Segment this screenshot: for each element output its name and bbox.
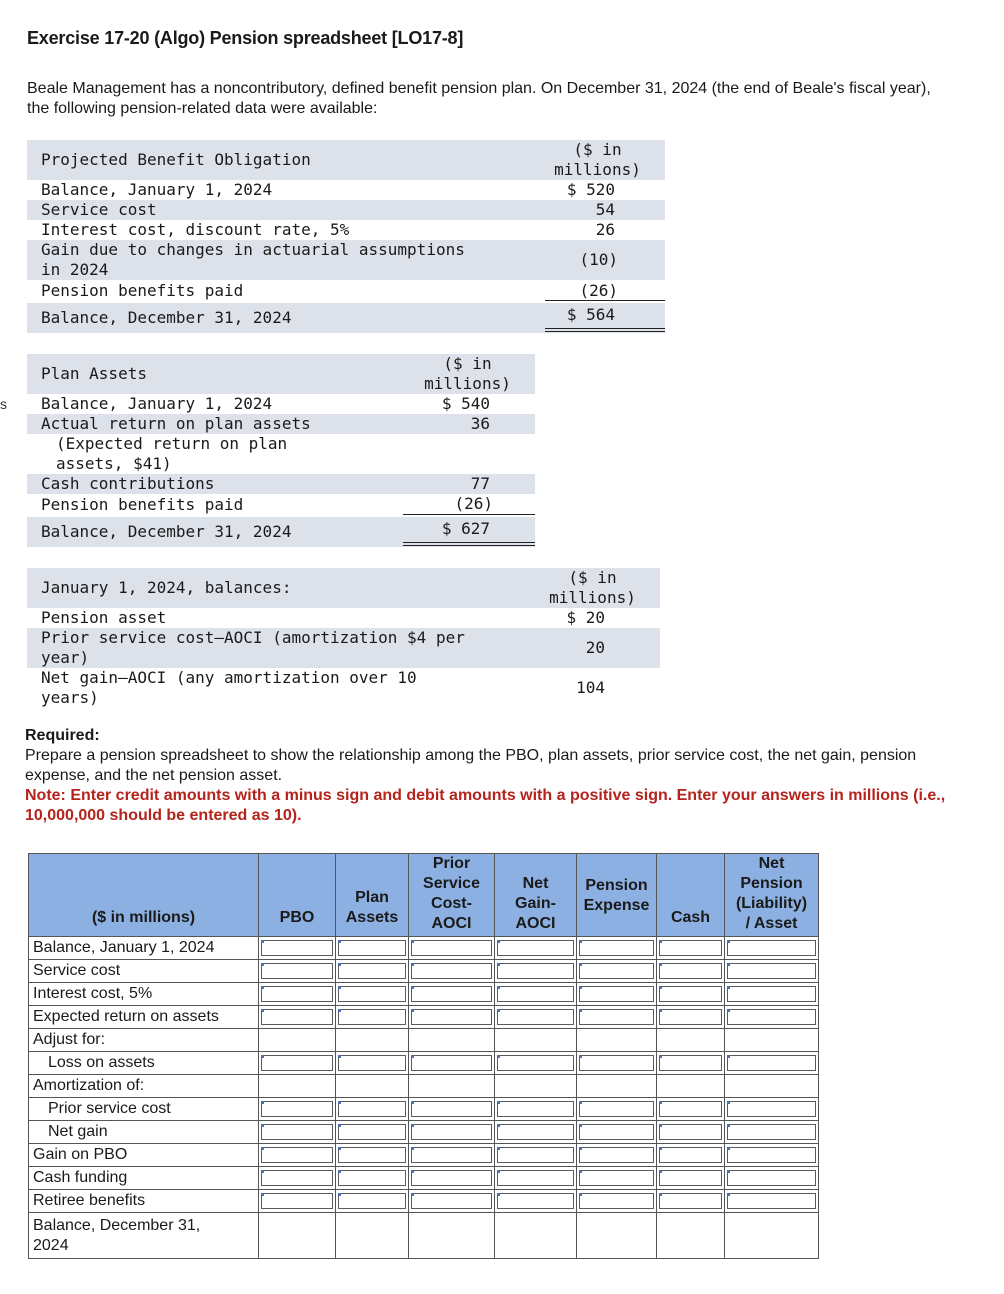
amount-input[interactable] bbox=[659, 1147, 722, 1163]
assets-row-label: Balance, January 1, 2024 bbox=[41, 394, 273, 413]
row-label bbox=[29, 1029, 259, 1052]
assets-row-value: $ 540 bbox=[441, 394, 490, 413]
balances-row-value: 104 bbox=[576, 678, 605, 697]
amount-input[interactable] bbox=[727, 986, 816, 1002]
pbo-row-label: Balance, January 1, 2024 bbox=[41, 180, 273, 199]
balances-row-label: Pension asset bbox=[41, 608, 167, 627]
row-label bbox=[29, 983, 259, 1006]
amount-input[interactable] bbox=[338, 1124, 406, 1140]
cell-cash bbox=[657, 1167, 725, 1190]
amount-input[interactable] bbox=[261, 986, 333, 1002]
pension-spreadsheet bbox=[28, 853, 819, 1259]
cell-net-gain bbox=[495, 1190, 577, 1213]
row-label bbox=[29, 1075, 259, 1098]
amount-input[interactable] bbox=[338, 1170, 406, 1186]
row-label-text: Balance, January 1, 2024 bbox=[33, 939, 215, 956]
stray-character: s bbox=[0, 396, 7, 412]
cell-plan-assets bbox=[336, 1052, 409, 1075]
assets-heading: Plan Assets bbox=[41, 364, 147, 383]
balances-row-value: $ 20 bbox=[566, 608, 605, 627]
amount-input[interactable] bbox=[727, 1147, 816, 1163]
amount-input[interactable] bbox=[497, 1101, 574, 1117]
assets-row-label: Actual return on plan assets bbox=[41, 414, 311, 433]
table-row bbox=[29, 1213, 819, 1259]
amount-input[interactable] bbox=[497, 1124, 574, 1140]
header-net-pension: Net Pension (Liability) / Asset bbox=[725, 854, 819, 937]
amount-input[interactable] bbox=[338, 1101, 406, 1117]
cell-net-gain[interactable] bbox=[495, 1213, 577, 1259]
row-label-text: Gain on PBO bbox=[33, 1146, 128, 1163]
cell-net-pension bbox=[725, 937, 819, 960]
assets-unit-line2: millions) bbox=[424, 374, 511, 393]
row-label bbox=[29, 1167, 259, 1190]
pbo-row-label: Balance, December 31, 2024 bbox=[41, 308, 292, 327]
cell-cash bbox=[657, 1029, 725, 1052]
cell-cash bbox=[657, 1075, 725, 1098]
row-label-text: Amortization of: bbox=[33, 1077, 145, 1094]
amount-input[interactable] bbox=[579, 1170, 654, 1186]
cell-cash bbox=[657, 1144, 725, 1167]
table-row bbox=[29, 960, 819, 983]
cell-plan-assets bbox=[336, 960, 409, 983]
row-label bbox=[29, 1144, 259, 1167]
cell-net-gain bbox=[495, 1075, 577, 1098]
header-pbo: PBO bbox=[259, 854, 336, 937]
amount-input[interactable] bbox=[579, 1009, 654, 1025]
balances-row-value: 20 bbox=[585, 638, 605, 657]
amount-input[interactable] bbox=[727, 1101, 816, 1117]
amount-input[interactable] bbox=[261, 1147, 333, 1163]
table-row bbox=[29, 1190, 819, 1213]
amount-input[interactable] bbox=[497, 940, 574, 956]
row-label bbox=[29, 1121, 259, 1144]
table-row bbox=[29, 1052, 819, 1075]
header-label-column: ($ in millions) bbox=[29, 854, 259, 937]
pbo-row-value: (26) bbox=[579, 281, 618, 300]
cell-pension-expense bbox=[577, 1075, 657, 1098]
cell-pbo bbox=[259, 1144, 336, 1167]
amount-input[interactable] bbox=[411, 1101, 492, 1117]
amount-input[interactable] bbox=[338, 1055, 406, 1071]
cell-prior-service-cost bbox=[409, 960, 495, 983]
cell-net-gain bbox=[495, 1029, 577, 1052]
amount-input[interactable] bbox=[659, 986, 722, 1002]
table-row bbox=[29, 1098, 819, 1121]
cell-plan-assets bbox=[336, 1144, 409, 1167]
cell-prior-service-cost bbox=[409, 1029, 495, 1052]
amount-input[interactable] bbox=[261, 963, 333, 979]
amount-input[interactable] bbox=[659, 1170, 722, 1186]
required-note: Note: Enter credit amounts with a minus sign and debit amounts with a positive sign. Enter your answers in millions (i.e., 10,000,000 should be entered as 10). bbox=[25, 787, 946, 824]
amount-input[interactable] bbox=[411, 1170, 492, 1186]
assets-row-value: (26) bbox=[454, 494, 493, 513]
amount-input[interactable] bbox=[411, 1124, 492, 1140]
amount-input[interactable] bbox=[261, 1009, 333, 1025]
required-heading: Required: bbox=[25, 727, 100, 744]
amount-input[interactable] bbox=[261, 1124, 333, 1140]
row-label bbox=[29, 937, 259, 960]
cell-cash bbox=[657, 960, 725, 983]
amount-input[interactable] bbox=[411, 1055, 492, 1071]
amount-input[interactable] bbox=[411, 1009, 492, 1025]
cell-pension-expense bbox=[577, 1052, 657, 1075]
amount-input[interactable] bbox=[497, 1193, 574, 1209]
amount-input[interactable] bbox=[659, 963, 722, 979]
amount-input[interactable] bbox=[659, 1193, 722, 1209]
amount-input[interactable] bbox=[727, 1009, 816, 1025]
required-text: Prepare a pension spreadsheet to show the relationship among the PBO, plan assets, prior service cost, the net gain, pension expense, and the net pension asset. bbox=[25, 747, 917, 784]
row-label-text: Expected return on assets bbox=[33, 1008, 219, 1025]
cell-net-gain bbox=[495, 983, 577, 1006]
cell-pension-expense bbox=[577, 1121, 657, 1144]
intro-text: Beale Management has a noncontributory, defined benefit pension plan. On December 31, 2024 (the end of Beale's fiscal year), the following pension-related data were available: bbox=[27, 80, 931, 117]
cell-pension-expense bbox=[577, 1167, 657, 1190]
assets-row-label: Balance, December 31, 2024 bbox=[41, 522, 292, 541]
cell-pension-expense bbox=[577, 960, 657, 983]
row-label bbox=[29, 1098, 259, 1121]
cell-prior-service-cost bbox=[409, 983, 495, 1006]
amount-input[interactable] bbox=[659, 1124, 722, 1140]
header-prior-service-cost: Prior Service Cost- AOCI bbox=[409, 854, 495, 937]
cell-net-gain bbox=[495, 960, 577, 983]
amount-input[interactable] bbox=[338, 1147, 406, 1163]
pbo-row-label: Interest cost, discount rate, 5% bbox=[41, 220, 350, 239]
row-label bbox=[29, 1052, 259, 1075]
cell-prior-service-cost bbox=[409, 1098, 495, 1121]
pbo-row-value: (10) bbox=[579, 250, 618, 269]
cell-pbo bbox=[259, 1006, 336, 1029]
amount-input[interactable] bbox=[261, 1055, 333, 1071]
cell-net-pension bbox=[725, 960, 819, 983]
cell-net-gain bbox=[495, 1144, 577, 1167]
cell-net-gain bbox=[495, 1006, 577, 1029]
cell-cash bbox=[657, 1098, 725, 1121]
cell-net-pension bbox=[725, 1144, 819, 1167]
cell-plan-assets bbox=[336, 1167, 409, 1190]
pbo-heading: Projected Benefit Obligation bbox=[41, 150, 311, 169]
assets-unit-line1: ($ in bbox=[443, 354, 492, 373]
cell-prior-service-cost[interactable] bbox=[409, 1213, 495, 1259]
cell-pension-expense bbox=[577, 937, 657, 960]
cell-cash bbox=[657, 937, 725, 960]
cell-net-pension bbox=[725, 1121, 819, 1144]
cell-cash[interactable] bbox=[657, 1213, 725, 1259]
table-row bbox=[29, 983, 819, 1006]
cell-net-pension bbox=[725, 983, 819, 1006]
cell-prior-service-cost bbox=[409, 1006, 495, 1029]
row-label bbox=[29, 1006, 259, 1029]
balances-row-label-cont: year) bbox=[41, 648, 90, 667]
subtotal-rule bbox=[403, 514, 535, 515]
cell-plan-assets bbox=[336, 983, 409, 1006]
assets-row-value: $ 627 bbox=[441, 519, 490, 538]
amount-input[interactable] bbox=[338, 1009, 406, 1025]
amount-input[interactable] bbox=[579, 1193, 654, 1209]
amount-input[interactable] bbox=[497, 963, 574, 979]
amount-input[interactable] bbox=[261, 940, 333, 956]
cell-prior-service-cost bbox=[409, 1052, 495, 1075]
row-label-text: 2024 bbox=[33, 1236, 69, 1254]
amount-input[interactable] bbox=[497, 1009, 574, 1025]
cell-cash bbox=[657, 1121, 725, 1144]
cell-net-pension bbox=[725, 1098, 819, 1121]
amount-input[interactable] bbox=[579, 1101, 654, 1117]
cell-net-gain bbox=[495, 1121, 577, 1144]
amount-input[interactable] bbox=[411, 963, 492, 979]
amount-input[interactable] bbox=[497, 1147, 574, 1163]
amount-input[interactable] bbox=[579, 1147, 654, 1163]
amount-input[interactable] bbox=[338, 963, 406, 979]
required-section bbox=[25, 726, 975, 826]
cell-prior-service-cost bbox=[409, 1167, 495, 1190]
row-label bbox=[29, 1190, 259, 1213]
cell-pension-expense bbox=[577, 1006, 657, 1029]
cell-prior-service-cost bbox=[409, 1190, 495, 1213]
cell-pension-expense bbox=[577, 1029, 657, 1052]
row-label-text: Balance, December 31, bbox=[33, 1216, 201, 1234]
cell-plan-assets bbox=[336, 937, 409, 960]
cell-cash bbox=[657, 1052, 725, 1075]
amount-input[interactable] bbox=[497, 1170, 574, 1186]
assets-row-label: Pension benefits paid bbox=[41, 495, 244, 514]
amount-input[interactable] bbox=[261, 1170, 333, 1186]
cell-prior-service-cost bbox=[409, 1121, 495, 1144]
pbo-row-value: $ 520 bbox=[566, 180, 615, 199]
amount-input[interactable] bbox=[727, 1193, 816, 1209]
pbo-row-value: $ 564 bbox=[566, 305, 615, 324]
balances-row-label-cont: years) bbox=[41, 688, 99, 707]
pbo-row-label: Pension benefits paid bbox=[41, 281, 244, 300]
cell-plan-assets bbox=[336, 1075, 409, 1098]
amount-input[interactable] bbox=[497, 986, 574, 1002]
balances-row-label: Prior service cost–AOCI (amortization $4 per bbox=[41, 628, 465, 647]
amount-input[interactable] bbox=[727, 1055, 816, 1071]
row-label-text: Interest cost, 5% bbox=[33, 985, 153, 1002]
amount-input[interactable] bbox=[727, 940, 816, 956]
row-label bbox=[29, 960, 259, 983]
amount-input[interactable] bbox=[411, 986, 492, 1002]
table-row bbox=[29, 1006, 819, 1029]
amount-input[interactable] bbox=[659, 940, 722, 956]
table-row bbox=[29, 937, 819, 960]
pbo-row-label: Gain due to changes in actuarial assumptions bbox=[41, 240, 465, 259]
cell-prior-service-cost bbox=[409, 1075, 495, 1098]
amount-input[interactable] bbox=[579, 963, 654, 979]
cell-prior-service-cost bbox=[409, 1144, 495, 1167]
cell-net-pension bbox=[725, 1075, 819, 1098]
amount-input[interactable] bbox=[579, 1055, 654, 1071]
cell-cash bbox=[657, 1190, 725, 1213]
row-label-text: Service cost bbox=[33, 962, 121, 979]
assets-row-note-cont: assets, $41) bbox=[56, 454, 172, 473]
pbo-row-value: 26 bbox=[595, 220, 615, 239]
header-plan-assets: Plan Assets bbox=[336, 854, 409, 937]
cell-pbo bbox=[259, 1190, 336, 1213]
cell-plan-assets bbox=[336, 1029, 409, 1052]
cell-net-pension bbox=[725, 1190, 819, 1213]
amount-input[interactable] bbox=[338, 1193, 406, 1209]
amount-input[interactable] bbox=[727, 1170, 816, 1186]
balances-heading: January 1, 2024, balances: bbox=[41, 578, 292, 597]
amount-input[interactable] bbox=[338, 940, 406, 956]
cell-pension-expense[interactable] bbox=[577, 1213, 657, 1259]
cell-pension-expense bbox=[577, 983, 657, 1006]
row-label-text: Loss on assets bbox=[48, 1054, 155, 1071]
cell-pbo bbox=[259, 1098, 336, 1121]
amount-input[interactable] bbox=[727, 1124, 816, 1140]
cell-pbo[interactable] bbox=[259, 1213, 336, 1259]
cell-pbo bbox=[259, 1075, 336, 1098]
cell-plan-assets bbox=[336, 1190, 409, 1213]
header-pension-expense: Pension Expense bbox=[577, 854, 657, 937]
cell-net-pension bbox=[725, 1006, 819, 1029]
cell-net-pension bbox=[725, 1029, 819, 1052]
cell-pbo bbox=[259, 1029, 336, 1052]
cell-plan-assets bbox=[336, 1006, 409, 1029]
cell-cash bbox=[657, 983, 725, 1006]
header-net-gain: Net Gain- AOCI bbox=[495, 854, 577, 937]
amount-input[interactable] bbox=[411, 940, 492, 956]
cell-pbo bbox=[259, 1121, 336, 1144]
cell-net-gain bbox=[495, 1052, 577, 1075]
row-label-text: Adjust for: bbox=[33, 1031, 106, 1048]
cell-pbo bbox=[259, 960, 336, 983]
amount-input[interactable] bbox=[261, 1101, 333, 1117]
amount-input[interactable] bbox=[261, 1193, 333, 1209]
subtotal-rule bbox=[545, 300, 665, 301]
cell-net-gain bbox=[495, 1167, 577, 1190]
assets-row-value: 77 bbox=[470, 474, 490, 493]
cell-pbo bbox=[259, 983, 336, 1006]
row-label-text: Retiree benefits bbox=[33, 1192, 146, 1209]
row-label bbox=[29, 1213, 259, 1259]
total-double-rule bbox=[403, 542, 535, 546]
amount-input[interactable] bbox=[497, 1055, 574, 1071]
cell-net-pension bbox=[725, 1167, 819, 1190]
row-label-text: Prior service cost bbox=[48, 1100, 171, 1117]
amount-input[interactable] bbox=[338, 986, 406, 1002]
cell-prior-service-cost bbox=[409, 937, 495, 960]
amount-input[interactable] bbox=[579, 940, 654, 956]
pbo-row-label-cont: in 2024 bbox=[41, 260, 109, 279]
table-row bbox=[29, 1167, 819, 1190]
cell-plan-assets[interactable] bbox=[336, 1213, 409, 1259]
assets-row-value: 36 bbox=[470, 414, 490, 433]
balances-row-label: Net gain–AOCI (any amortization over 10 bbox=[41, 668, 417, 687]
pbo-unit-line2: millions) bbox=[554, 160, 641, 179]
assets-row-label: Cash contributions bbox=[41, 474, 215, 493]
row-label-text: Net gain bbox=[48, 1123, 108, 1140]
amount-input[interactable] bbox=[411, 1193, 492, 1209]
cell-pension-expense bbox=[577, 1098, 657, 1121]
amount-input[interactable] bbox=[659, 1101, 722, 1117]
table-row bbox=[29, 1144, 819, 1167]
table-row bbox=[29, 1121, 819, 1144]
amount-input[interactable] bbox=[659, 1009, 722, 1025]
assets-row-note: (Expected return on plan bbox=[56, 434, 288, 453]
cell-plan-assets bbox=[336, 1098, 409, 1121]
balances-unit-line2: millions) bbox=[549, 588, 636, 607]
row-label-text: Cash funding bbox=[33, 1169, 128, 1186]
cell-pbo bbox=[259, 937, 336, 960]
cell-net-gain bbox=[495, 937, 577, 960]
table-row bbox=[29, 1029, 819, 1052]
cell-net-pension bbox=[725, 1052, 819, 1075]
cell-pbo bbox=[259, 1167, 336, 1190]
pbo-row-value: 54 bbox=[595, 200, 615, 219]
table-row bbox=[29, 1075, 819, 1098]
balances-unit-line1: ($ in bbox=[568, 568, 617, 587]
amount-input[interactable] bbox=[659, 1055, 722, 1071]
cell-pbo bbox=[259, 1052, 336, 1075]
amount-input[interactable] bbox=[727, 963, 816, 979]
cell-net-pension[interactable] bbox=[725, 1213, 819, 1259]
pbo-row-label: Service cost bbox=[41, 200, 157, 219]
cell-net-gain bbox=[495, 1098, 577, 1121]
cell-cash bbox=[657, 1006, 725, 1029]
pbo-unit-line1: ($ in bbox=[573, 140, 622, 159]
cell-pension-expense bbox=[577, 1144, 657, 1167]
header-cash: Cash bbox=[657, 854, 725, 937]
amount-input[interactable] bbox=[411, 1147, 492, 1163]
total-double-rule bbox=[545, 328, 665, 332]
cell-plan-assets bbox=[336, 1121, 409, 1144]
exercise-title: Exercise 17-20 (Algo) Pension spreadsheet [LO17-8] bbox=[27, 28, 464, 48]
amount-input[interactable] bbox=[579, 986, 654, 1002]
amount-input[interactable] bbox=[579, 1124, 654, 1140]
cell-pension-expense bbox=[577, 1190, 657, 1213]
